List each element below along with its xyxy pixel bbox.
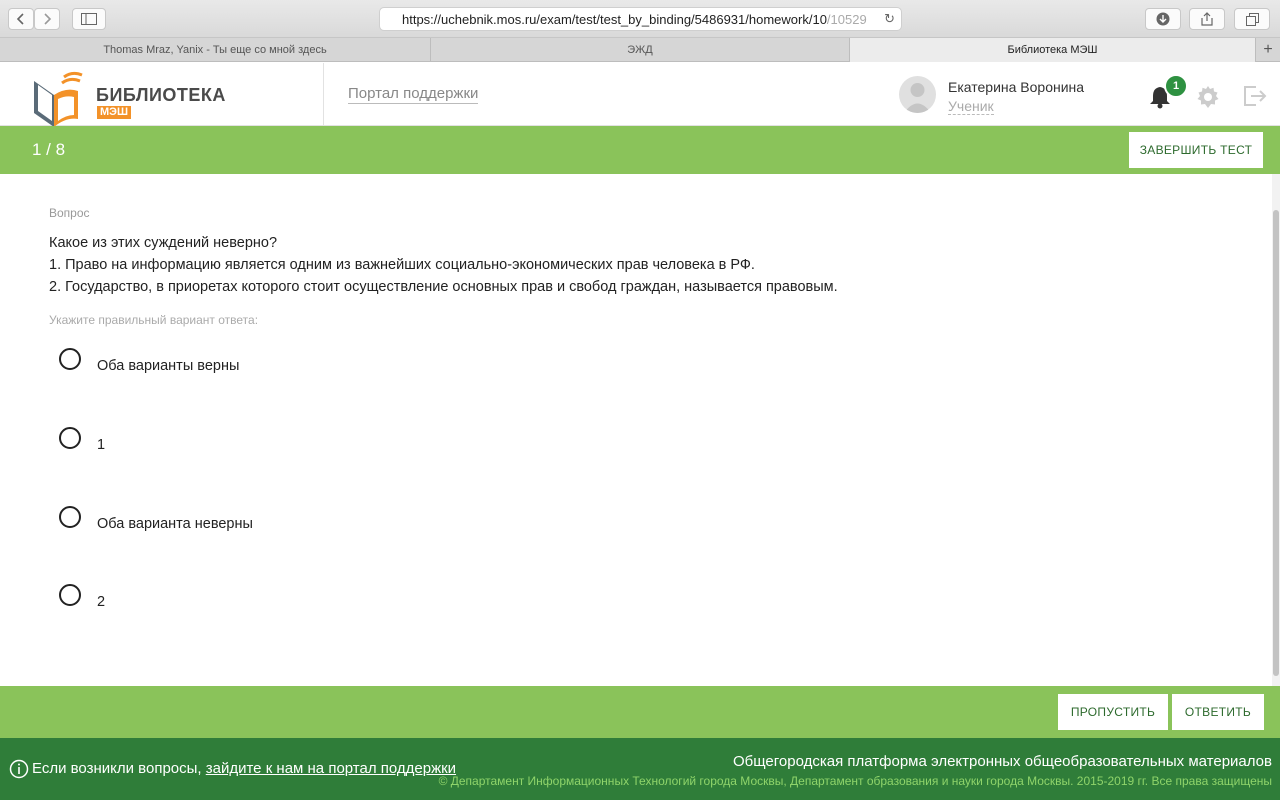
logo-title: БИБЛИОТЕКА (96, 85, 226, 105)
scrollbar-thumb[interactable] (1273, 210, 1279, 676)
plus-icon: + (1263, 40, 1273, 58)
header-divider (323, 63, 324, 126)
book-wifi-logo-icon (32, 71, 84, 127)
question-panel (0, 174, 1272, 686)
avatar[interactable] (899, 76, 936, 113)
copyright-text: © Департамент Информационных Технологий города Москвы, Департамент образования и науки города Москвы. 2015-2019 гг. Все права защищены (438, 774, 1272, 788)
new-tab-button[interactable] (1256, 38, 1280, 61)
platform-title: Общегородская платформа электронных общеобразовательных материалов (733, 753, 1272, 770)
finish-test-button[interactable]: ЗАВЕРШИТЬ ТЕСТ (1129, 132, 1263, 168)
help-prefix: Если возникли вопросы, (32, 760, 206, 777)
help-text (32, 760, 456, 777)
download-icon (1156, 12, 1170, 26)
answer-actions-bar (0, 686, 1280, 738)
answer-option[interactable] (59, 584, 659, 624)
question-line: 2. Государство, в приоретах которого стоит осуществление основных прав и свобод граждан, называется правовым. (49, 279, 838, 295)
settings-button[interactable] (1196, 85, 1220, 114)
tabs-icon (1246, 13, 1259, 26)
option-label[interactable]: 2 (97, 594, 106, 610)
back-button[interactable] (8, 8, 34, 30)
option-label[interactable]: 1 (97, 437, 106, 453)
radio-button[interactable] (59, 584, 81, 606)
option-label[interactable]: Оба варианта неверны (97, 516, 253, 532)
option-label[interactable]: Оба варианты верны (97, 358, 240, 374)
logo-subtitle: МЭШ (97, 106, 131, 119)
answer-hint: Укажите правильный вариант ответа: (49, 313, 259, 327)
sidebar-toggle-button[interactable] (72, 8, 106, 30)
question-line: Какое из этих суждений неверно? (49, 235, 278, 251)
tab-label: Библиотека МЭШ (1007, 44, 1098, 56)
tab-ezhd[interactable] (431, 38, 850, 62)
downloads-button[interactable] (1145, 8, 1181, 30)
url-tail: /10529 (826, 11, 867, 27)
forward-button[interactable] (34, 8, 60, 30)
browser-tabs (0, 38, 1280, 62)
tab-label: ЭЖД (627, 44, 653, 56)
question-caption: Вопрос (49, 206, 90, 220)
logout-button[interactable] (1243, 85, 1267, 112)
browser-toolbar (0, 0, 1280, 38)
radio-button[interactable] (59, 348, 81, 370)
tab-music[interactable] (0, 38, 431, 62)
gear-icon (1196, 85, 1220, 109)
url-text: https://uchebnik.mos.ru/exam/test/test_by_binding/5486931/homework/10 (402, 11, 827, 27)
address-bar[interactable] (379, 7, 902, 31)
answer-button[interactable]: ОТВЕТИТЬ (1172, 694, 1264, 730)
answer-option[interactable] (59, 506, 659, 546)
support-portal-footer-link[interactable]: зайдите к нам на портал поддержки (205, 760, 457, 777)
radio-button[interactable] (59, 506, 81, 528)
tab-library[interactable] (850, 38, 1256, 62)
site-footer (0, 738, 1280, 800)
tab-label: Thomas Mraz, Yanix - Ты еще со мной здесь (103, 44, 327, 56)
tabs-overview-button[interactable] (1234, 8, 1270, 30)
answer-option[interactable] (59, 427, 659, 467)
chevron-left-icon (16, 13, 26, 25)
user-name[interactable]: Екатерина Воронина (948, 79, 1085, 95)
support-portal-link[interactable]: Портал поддержки (348, 85, 479, 102)
user-silhouette-icon (899, 76, 936, 113)
sidebar-icon (81, 13, 97, 25)
user-role[interactable]: Ученик (948, 98, 994, 114)
info-icon (9, 759, 29, 779)
share-button[interactable] (1189, 8, 1225, 30)
question-counter: 1 / 8 (32, 140, 66, 159)
chevron-right-icon (42, 13, 52, 25)
notifications-badge: 1 (1164, 74, 1188, 98)
library-logo[interactable] (32, 69, 232, 125)
skip-button[interactable]: ПРОПУСТИТЬ (1058, 694, 1168, 730)
question-line: 1. Право на информацию является одним из важнейших социально-экономических прав человека в РФ. (49, 257, 755, 273)
logout-icon (1243, 85, 1267, 107)
reload-icon[interactable]: ↻ (884, 11, 895, 26)
question-text (49, 232, 838, 298)
answer-option[interactable] (59, 348, 659, 388)
share-icon (1201, 12, 1213, 26)
test-progress-bar (0, 126, 1280, 174)
site-header (0, 63, 1280, 126)
radio-button[interactable] (59, 427, 81, 449)
